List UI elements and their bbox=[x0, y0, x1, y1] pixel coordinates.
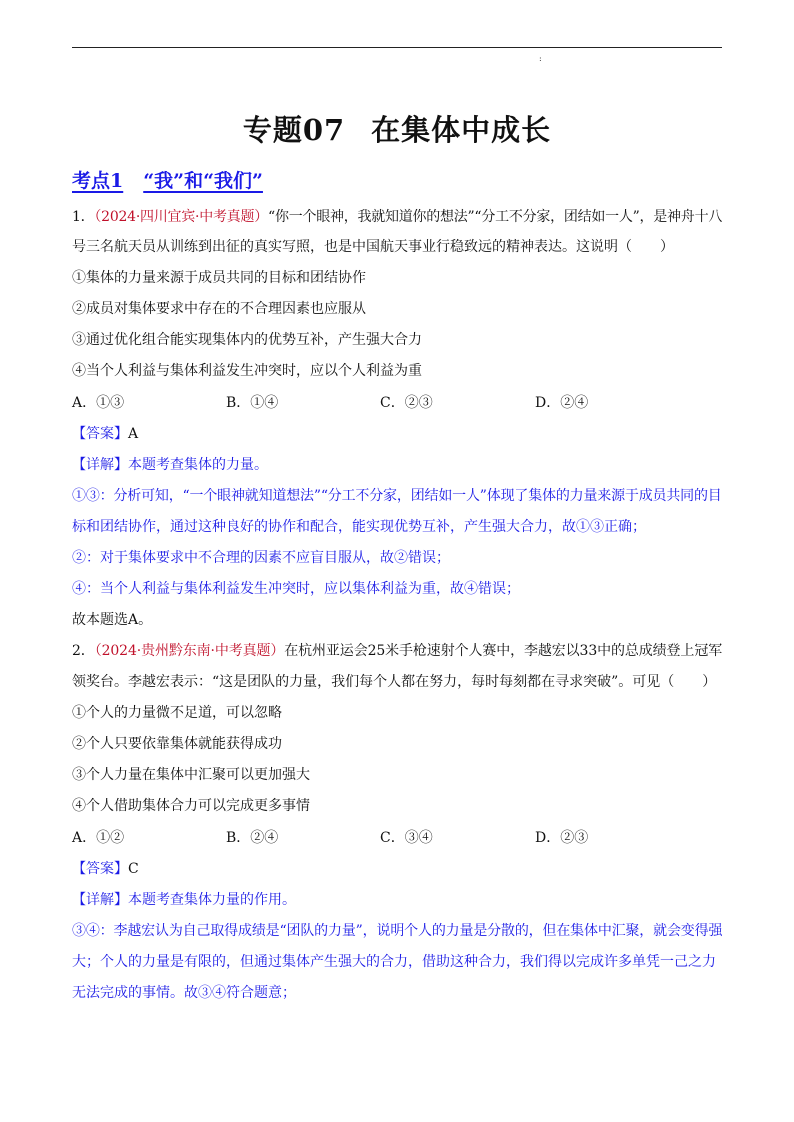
header-rule bbox=[72, 47, 722, 48]
q2-item-4: ④个人借助集体合力可以完成更多事情 bbox=[72, 798, 310, 814]
q2-detail-text: 本题考查集体力量的作用。 bbox=[128, 892, 296, 908]
q1-option-a: A．①③ bbox=[72, 395, 125, 411]
q2-stem-line-2: 领奖台。李越宏表示：“这是团队的力量，我们每个人都在努力，每时每刻都在寻求突破”。可见（ ） bbox=[72, 674, 717, 690]
q1-detail bbox=[72, 455, 268, 475]
q2-option-a: A．①② bbox=[72, 830, 125, 846]
q1-option-d: D．②④ bbox=[535, 395, 589, 411]
q1-stem-line-2: 号三名航天员从训练到出征的真实写照，也是中国航天事业行稳致远的精神表达。这说明（ ） bbox=[72, 239, 674, 255]
q2-option-d: D．②③ bbox=[535, 830, 589, 846]
q1-item-3: ③通过优化组合能实现集体内的优势互补，产生强大合力 bbox=[72, 332, 422, 348]
title-text: 在集体中成长 bbox=[371, 113, 552, 147]
q1-item-2: ②成员对集体要求中存在的不合理因素也应服从 bbox=[72, 301, 366, 317]
q2-number: 2． bbox=[72, 643, 95, 659]
q2-item-2: ②个人只要依靠集体就能获得成功 bbox=[72, 736, 282, 752]
q2-explain-3: 无法完成的事情。故③④符合题意； bbox=[72, 985, 296, 1001]
q2-explain-2: 大；个人的力量是有限的，但通过集体产生强大的合力，借助这种合力，我们得以完成许多单凭一己之力 bbox=[72, 954, 716, 970]
q1-item-1: ①集体的力量来源于成员共同的目标和团结协作 bbox=[72, 270, 366, 286]
page-title bbox=[0, 108, 794, 149]
q2-explain-1: ③④：李越宏认为自己取得成绩是“团队的力量”，说明个人的力量是分散的，但在集体中汇聚，就会变得强 bbox=[72, 923, 723, 939]
q2-detail bbox=[72, 890, 296, 910]
section-text: “我”和“我们” bbox=[143, 170, 263, 192]
q1-number: 1． bbox=[72, 209, 95, 225]
q1-answer bbox=[72, 424, 138, 444]
q1-explain-2: 标和团结协作，通过这种良好的协作和配合，能实现优势互补，产生强大合力，故①③正确； bbox=[72, 519, 646, 535]
q1-conclusion: 故本题选A。 bbox=[72, 612, 153, 628]
q2-answer-tag: 【答案】 bbox=[72, 861, 128, 877]
q1-item-4: ④当个人利益与集体利益发生冲突时，应以个人利益为重 bbox=[72, 363, 422, 379]
q2-answer-value: C bbox=[128, 861, 139, 877]
q1-explain-1: ①③：分析可知，“一个眼神就知道想法”“分工不分家，团结如一人”体现了集体的力量来源于成员共同的目 bbox=[72, 488, 722, 504]
q1-option-c: C．②③ bbox=[380, 395, 433, 411]
q2-stem-line-1 bbox=[72, 641, 722, 661]
q1-answer-tag: 【答案】 bbox=[72, 426, 128, 442]
q1-detail-tag: 【详解】 bbox=[72, 457, 128, 473]
q1-source: （2024·四川宜宾·中考真题） bbox=[94, 209, 269, 225]
q1-stem-line-1 bbox=[72, 207, 722, 227]
q2-option-c: C．③④ bbox=[380, 830, 433, 846]
q1-explain-4: ④：当个人利益与集体利益发生冲突时，应以集体利益为重，故④错误； bbox=[72, 581, 520, 597]
q1-answer-value: A bbox=[128, 426, 139, 442]
title-number: 专题07 bbox=[242, 113, 346, 147]
q2-option-b: B．②④ bbox=[226, 830, 279, 846]
header-dot: : bbox=[539, 54, 542, 63]
q2-source: （2024·贵州黔东南·中考真题） bbox=[94, 643, 285, 659]
q2-detail-tag: 【详解】 bbox=[72, 892, 128, 908]
q2-item-1: ①个人的力量微不足道，可以忽略 bbox=[72, 705, 282, 721]
q1-option-b: B．①④ bbox=[226, 395, 279, 411]
q1-explain-3: ②：对于集体要求中不合理的因素不应盲目服从，故②错误； bbox=[72, 550, 450, 566]
q1-detail-text: 本题考查集体的力量。 bbox=[128, 457, 268, 473]
section-number: 考点1 bbox=[72, 170, 124, 192]
q2-stem-text-1: 在杭州亚运会25米手枪速射个人赛中，李越宏以33中的总成绩登上冠军 bbox=[284, 643, 723, 659]
q2-answer bbox=[72, 859, 139, 879]
section-heading bbox=[72, 166, 263, 193]
q2-item-3: ③个人力量在集体中汇聚可以更加强大 bbox=[72, 767, 310, 783]
q1-stem-text-1: “你一个眼神，我就知道你的想法”“分工不分家，团结如一人”，是神舟十八 bbox=[268, 209, 723, 225]
